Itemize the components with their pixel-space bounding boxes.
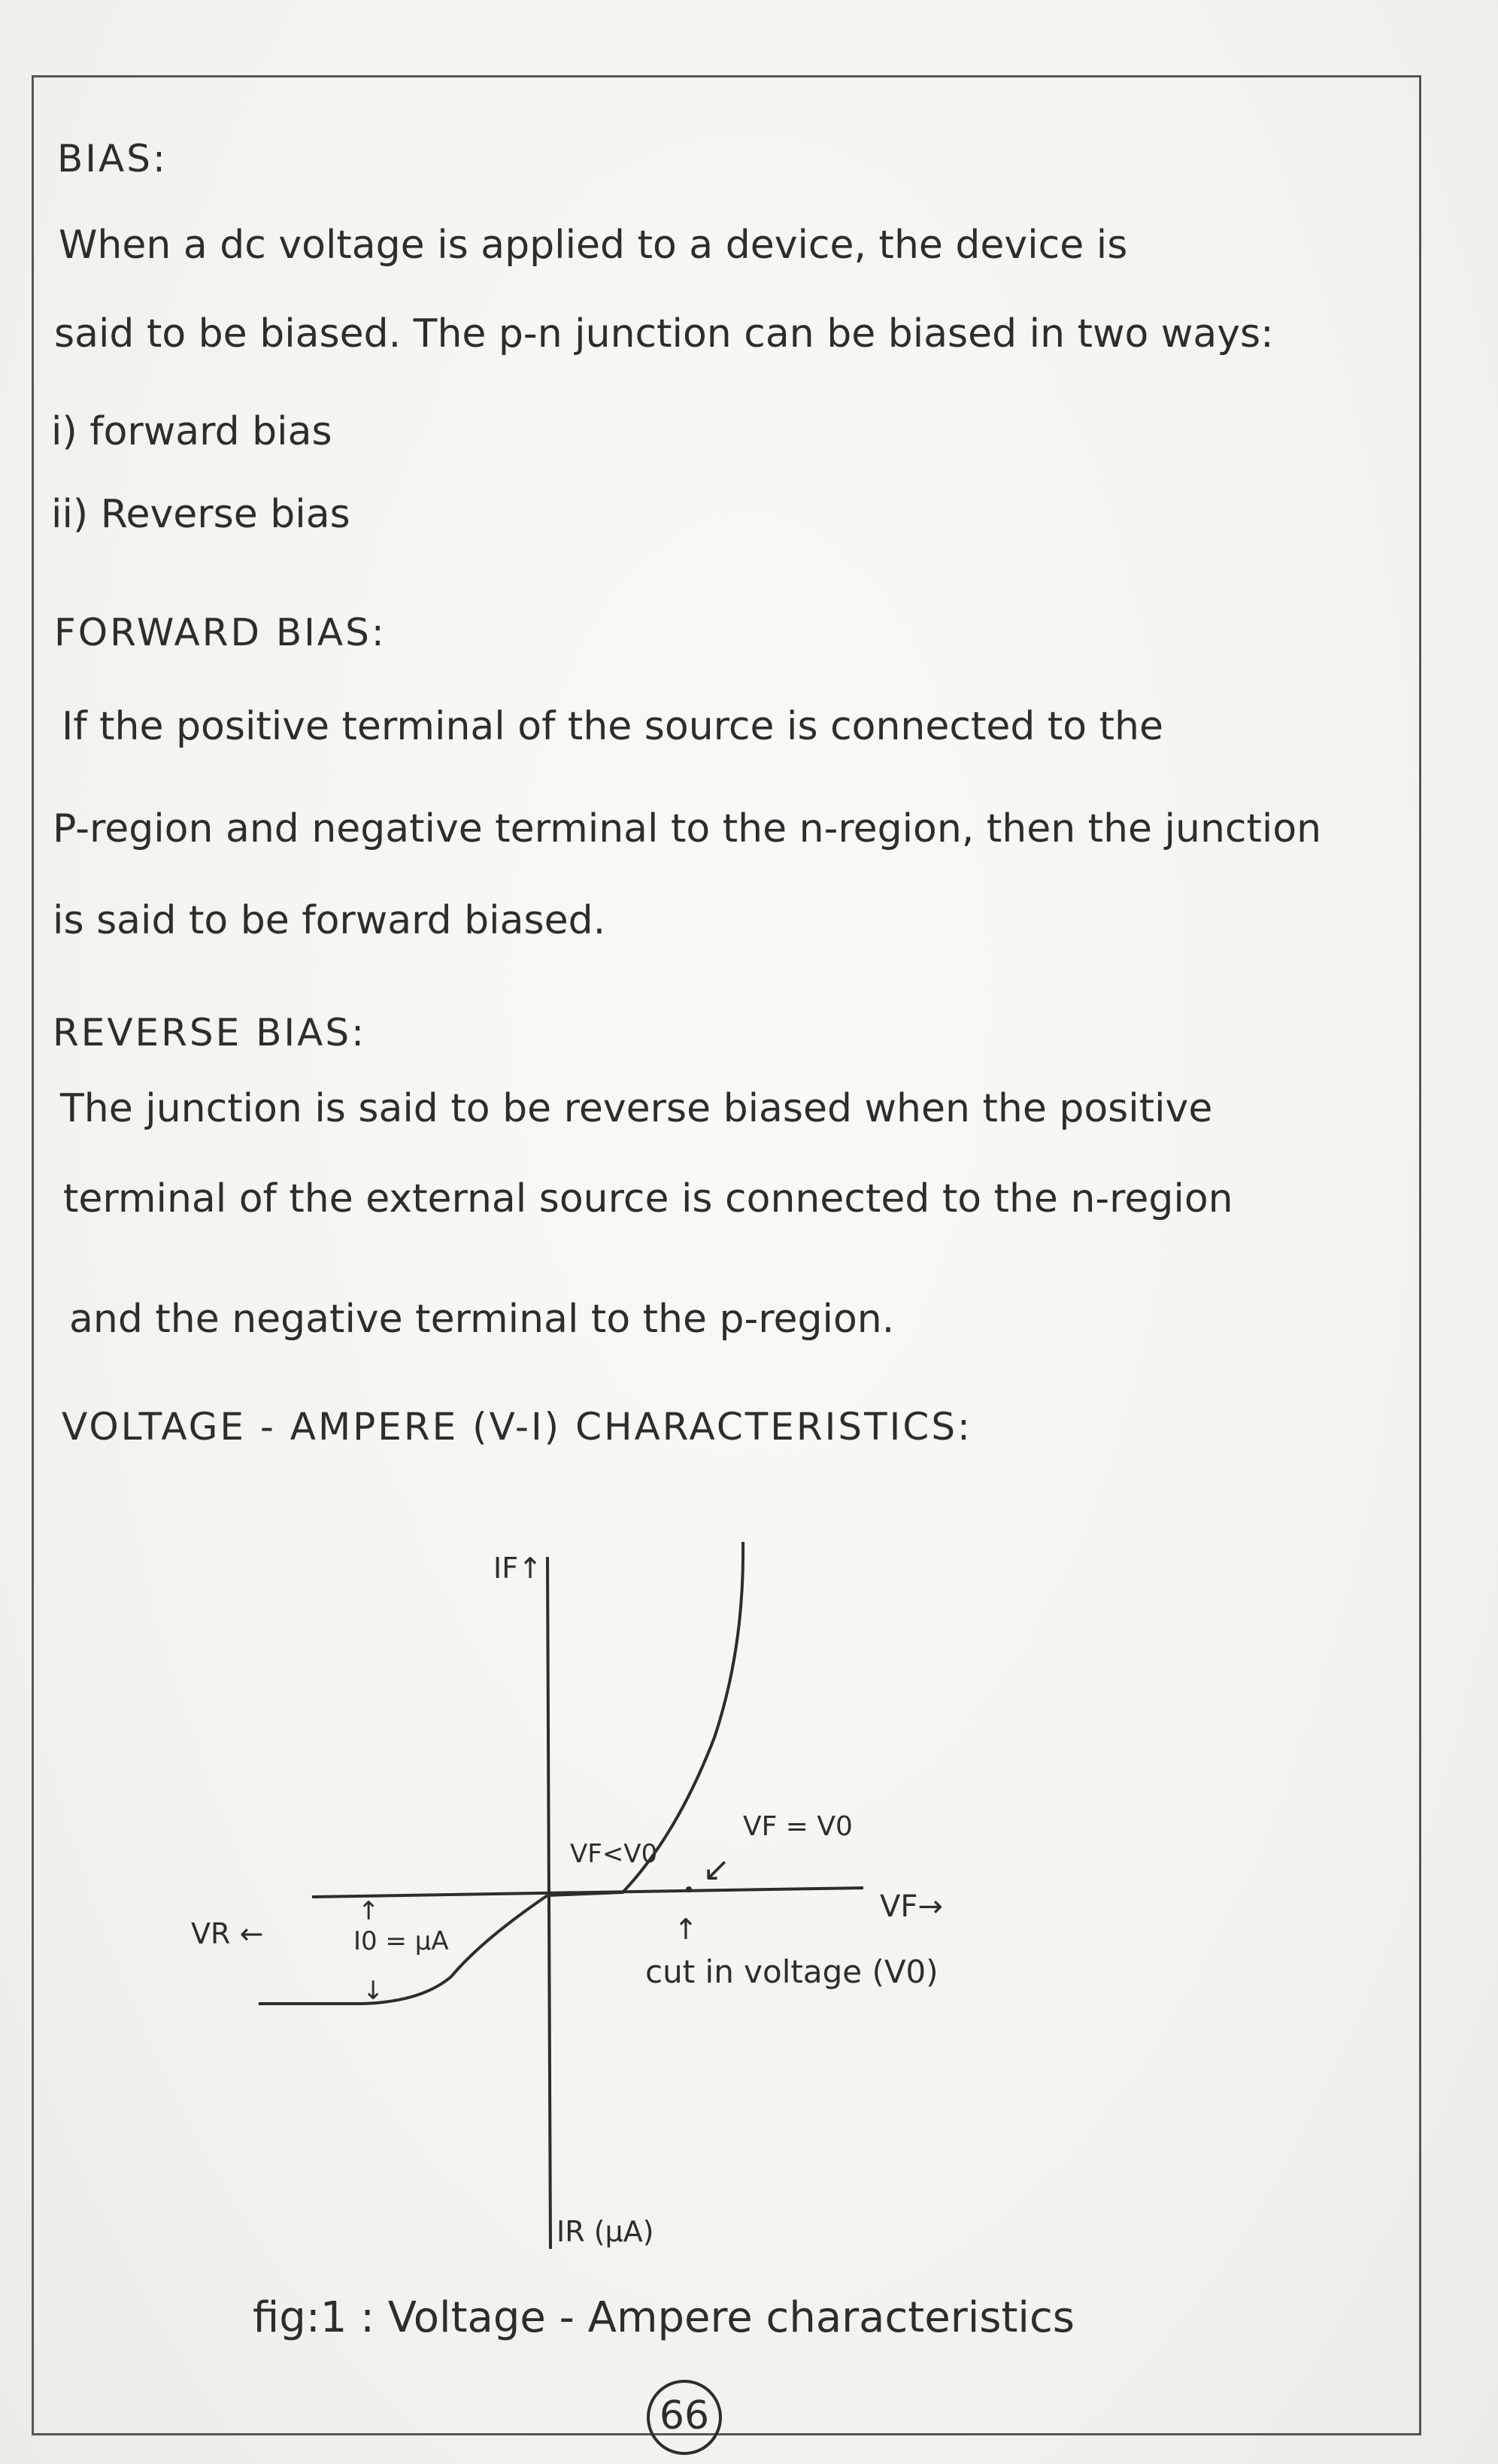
vf-label: VF→ [880, 1889, 943, 1924]
forward-line-1: If the positive terminal of the source is connected to the [62, 704, 1163, 749]
i0-arrow-up: ↑ [358, 1896, 380, 1926]
ir-label: IR (μA) [556, 2215, 654, 2248]
reverse-line-2: terminal of the external source is connected to the n-region [63, 1176, 1233, 1221]
forward-line-2: P-region and negative terminal to the n-region, then the junction [53, 806, 1322, 851]
vf-equals-v0-label: VF = V0 [743, 1811, 853, 1842]
page-number: 66 [659, 2393, 710, 2438]
bias-line-2: said to be biased. The p-n junction can be biased in two ways: [54, 311, 1274, 357]
vr-label: VR ← [191, 1917, 264, 1950]
heading-bias: BIAS: [57, 137, 168, 181]
heading-forward-bias: FORWARD BIAS: [54, 611, 387, 654]
bias-item-reverse: ii) Reverse bias [51, 492, 350, 537]
i0-label: I0 = μA [353, 1926, 449, 1956]
i0-arrow-down: ↓ [362, 1976, 384, 2006]
cut-in-voltage-label: cut in voltage (V0) [645, 1953, 939, 1990]
vf-less-v0-label: VF<V0 [570, 1839, 658, 1869]
reverse-line-1: The junction is said to be reverse biased when the positive [60, 1086, 1213, 1131]
vertical-axis [547, 1557, 550, 2249]
if-label: IF↑ [493, 1552, 542, 1585]
bias-line-1: When a dc voltage is applied to a device, the device is [59, 223, 1128, 268]
forward-line-3: is said to be forward biased. [53, 898, 606, 943]
cut-in-point [686, 1886, 692, 1892]
reverse-line-3: and the negative terminal to the p-region. [69, 1297, 895, 1342]
vf-equals-v0-arrow: ↙ [702, 1850, 730, 1889]
figure-caption: fig:1 : Voltage - Ampere characteristics [253, 2293, 1075, 2342]
cut-in-arrow: ↑ [674, 1913, 698, 1946]
heading-reverse-bias: REVERSE BIAS: [53, 1011, 366, 1054]
bias-item-forward: i) forward bias [51, 409, 332, 454]
heading-vi-characteristics: VOLTAGE - AMPERE (V-I) CHARACTERISTICS: [62, 1405, 972, 1449]
